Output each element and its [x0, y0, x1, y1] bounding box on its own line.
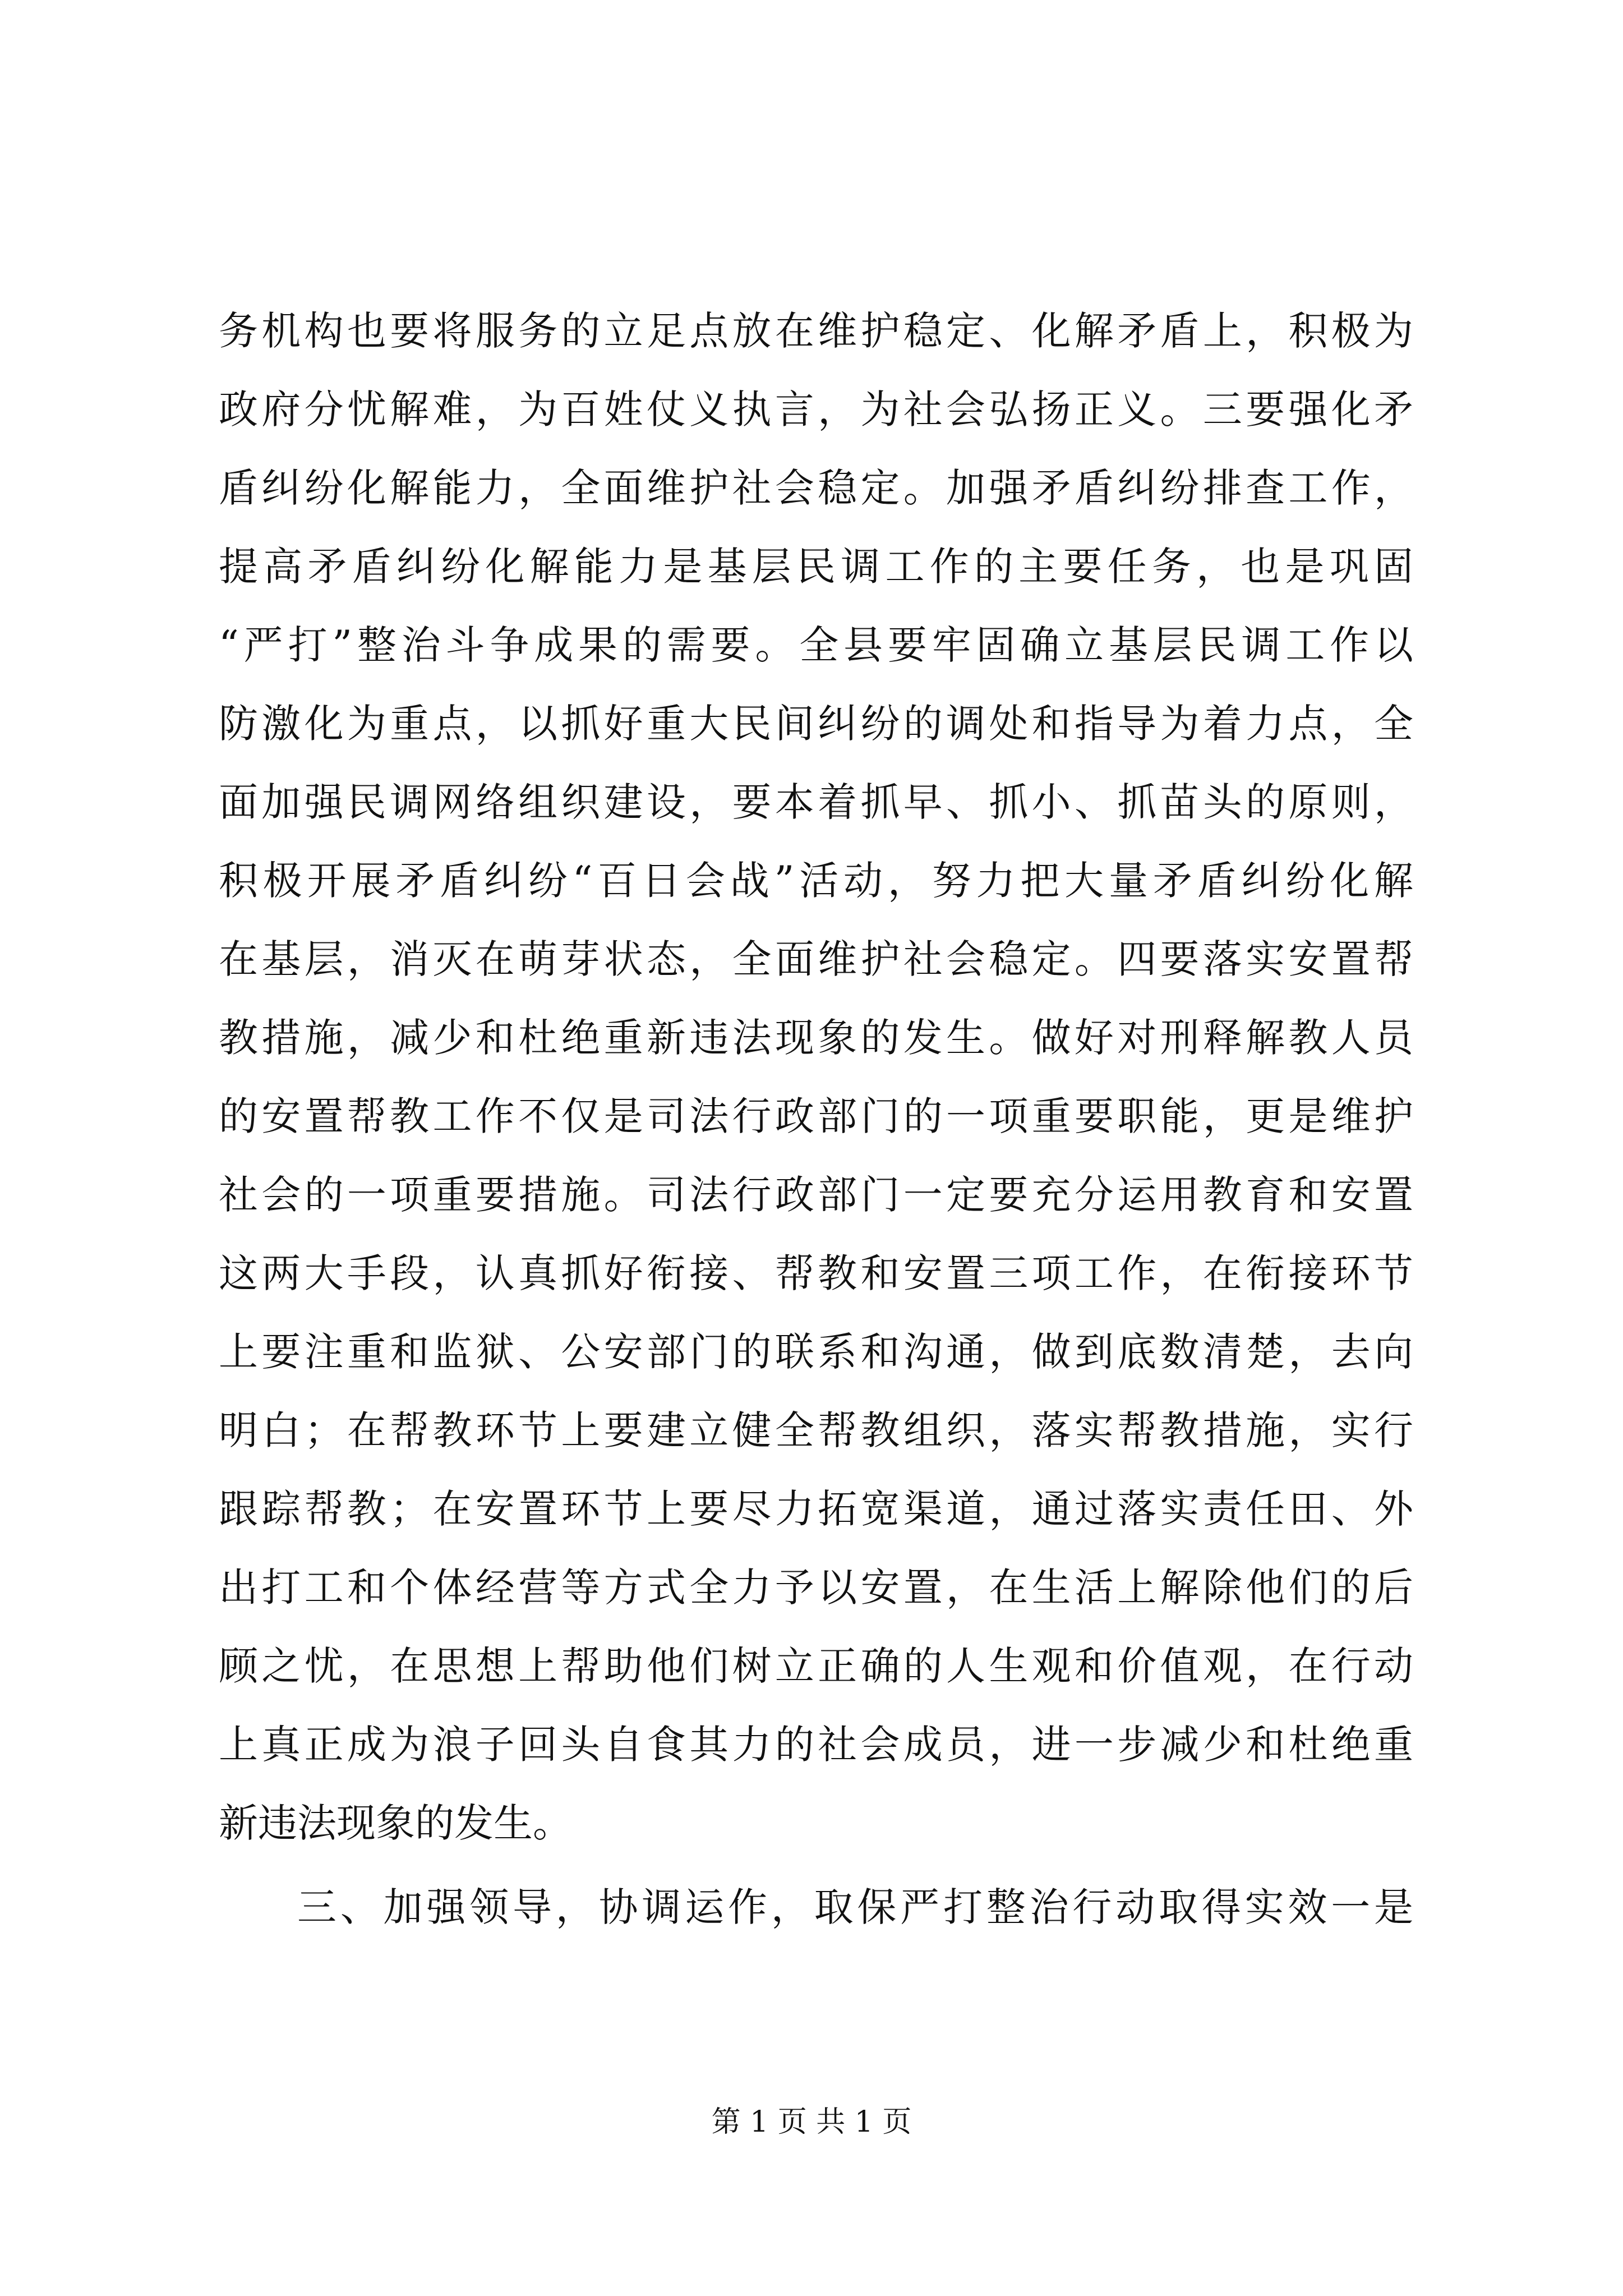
paragraph-line: 面加强民调网络组织建设，要本着抓早、抓小、抓苗头的原则， — [219, 779, 1413, 825]
paragraph-line: 盾纠纷化解能力，全面维护社会稳定。加强矛盾纠纷排查工作， — [219, 465, 1413, 511]
paragraph-line: 跟踪帮教；在安置环节上要尽力拓宽渠道，通过落实责任田、外 — [219, 1486, 1413, 1532]
paragraph-line: 顾之忧，在思想上帮助他们树立正确的人生观和价值观，在行动 — [219, 1643, 1413, 1689]
paragraph-line: 上要注重和监狱、公安部门的联系和沟通，做到底数清楚，去向 — [219, 1329, 1413, 1375]
paragraph-line: 明白；在帮教环节上要建立健全帮教组织，落实帮教措施，实行 — [219, 1407, 1413, 1453]
page-footer — [0, 2098, 1623, 2140]
paragraph-line: 新违法现象的发生。 — [219, 1800, 572, 1846]
paragraph-line: 提高矛盾纠纷化解能力是基层民调工作的主要任务，也是巩固 — [219, 544, 1413, 590]
paragraph-line: 在基层，消灭在萌芽状态，全面维护社会稳定。四要落实安置帮 — [219, 936, 1413, 982]
paragraph-line: 政府分忧解难，为百姓仗义执言，为社会弘扬正义。三要强化矛 — [219, 386, 1413, 432]
paragraph-line: 防激化为重点，以抓好重大民间纠纷的调处和指导为着力点，全 — [219, 701, 1413, 747]
paragraph-line: 积极开展矛盾纠纷“百日会战”活动，努力把大量矛盾纠纷化解 — [219, 858, 1413, 904]
section-heading: 三、加强领导，协调运作，取保严打整治行动取得实效一是 — [297, 1884, 1413, 1930]
paragraph-line: 这两大手段，认真抓好衔接、帮教和安置三项工作，在衔接环节 — [219, 1250, 1413, 1296]
paragraph-line: 务机构也要将服务的立足点放在维护稳定、化解矛盾上，积极为 — [219, 308, 1413, 354]
paragraph-line: 教措施，减少和杜绝重新违法现象的发生。做好对刑释解教人员 — [219, 1015, 1413, 1061]
paragraph-line: “严打”整治斗争成果的需要。全县要牢固确立基层民调工作以 — [219, 622, 1413, 668]
paragraph-line: 社会的一项重要措施。司法行政部门一定要充分运用教育和安置 — [219, 1172, 1413, 1218]
body-text — [219, 292, 1413, 1947]
paragraph-line: 出打工和个体经营等方式全力予以安置，在生活上解除他们的后 — [219, 1565, 1413, 1611]
paragraph-line: 的安置帮教工作不仅是司法行政部门的一项重要职能，更是维护 — [219, 1093, 1413, 1139]
paragraph-line: 上真正成为浪子回头自食其力的社会成员，进一步减少和杜绝重 — [219, 1722, 1413, 1768]
page-number-label: 第 1 页 共 1 页 — [711, 2105, 912, 2139]
